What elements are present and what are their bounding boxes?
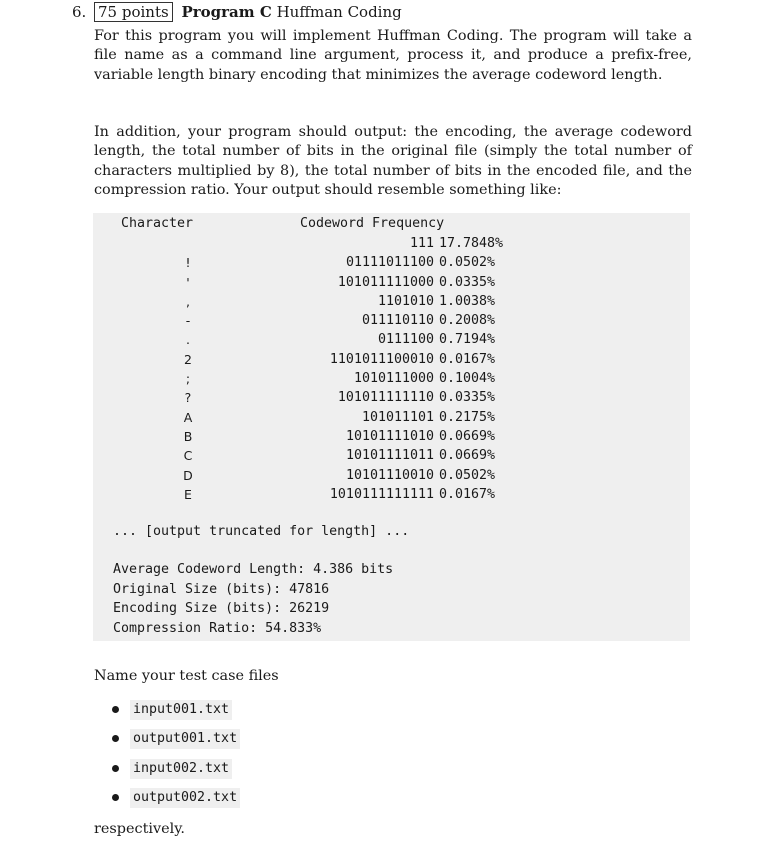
row-frequency: 0.0669% [439,428,496,444]
table-row [93,388,690,407]
table-row [93,311,690,330]
row-character: ' [186,274,190,290]
truncated-note: ... [output truncated for length] ... [113,524,410,539]
row-codeword: 1101010 [377,293,434,309]
problem-title: Huffman Coding [276,3,402,21]
sample-output-block [93,213,690,641]
stat-compression-ratio: Compression Ratio: 54.833% [113,620,322,636]
stat-original-size: Original Size (bits): 47816 [113,581,330,597]
test-file-name: input002.txt [130,759,232,779]
test-file-name: input001.txt [130,700,232,720]
bullet-icon [112,765,119,772]
row-codeword: 1010111000 [353,371,434,387]
table-row [93,408,690,427]
row-frequency: 0.0167% [439,486,496,502]
row-frequency: 1.0038% [439,293,496,309]
table-row [93,273,690,292]
row-frequency: 0.2008% [439,313,496,329]
test-file-name: output002.txt [130,788,240,808]
row-character: ? [184,390,192,406]
stat-average-codeword-length: Average Codeword Length: 4.386 bits [113,562,394,577]
bullet-icon [112,706,119,713]
row-codeword: 101011111110 [337,390,434,406]
row-character: D [183,467,193,483]
bullet-icon [112,794,119,801]
table-row [93,466,690,485]
problem-number: 6. [72,3,87,21]
closing-text: respectively. [94,821,185,837]
row-codeword: 111 [409,236,434,251]
table-row [93,253,690,272]
row-codeword: 101011101 [361,409,434,425]
row-character: ; [185,371,191,387]
table-row [93,234,690,253]
table-row [93,330,690,349]
row-character: , [186,293,190,309]
row-codeword: 10101110010 [345,467,434,483]
row-codeword: 1101011100010 [329,351,434,367]
table-row [93,350,690,369]
encoding-table [93,234,690,504]
character-column-header: Character [121,216,194,231]
row-codeword: 011110110 [361,313,434,329]
row-frequency: 0.7194% [439,332,496,348]
program-label: Program C [181,3,272,21]
table-row [93,292,690,311]
table-row [93,446,690,465]
points-badge: 75 points [94,2,173,22]
row-character: B [183,428,193,444]
row-character: - [185,313,191,329]
row-character: A [183,409,193,425]
summary-stats [113,560,393,638]
row-character: E [184,486,192,502]
row-codeword: 1010111111111 [329,486,434,502]
row-codeword: 101011111000 [337,274,434,290]
test-file-name: output001.txt [130,729,240,749]
row-codeword: 10101111010 [345,428,434,444]
stat-encoding-size: Encoding Size (bits): 26219 [113,601,330,616]
table-row [93,427,690,446]
row-frequency: 0.0502% [439,255,496,271]
row-frequency: 0.1004% [439,371,496,387]
table-row [93,369,690,388]
row-frequency: 0.0335% [439,274,496,290]
row-frequency: 0.0335% [439,390,496,406]
row-frequency: 0.0669% [439,448,496,464]
row-codeword: 0111100 [377,332,434,348]
table-row [93,485,690,504]
intro-paragraph: For this program you will implement Huffman Coding. The program will take a file name as a command line argument, process it, and produce a prefix-free, variable length binary encoding that minimizes the average codeword length. [94,28,692,83]
row-frequency: 0.0502% [439,467,496,483]
row-codeword: 10101111011 [345,448,434,464]
codeword-frequency-column-header: Codeword Frequency [300,216,445,231]
row-character: . [186,332,190,348]
row-character: C [183,448,193,464]
row-character: 2 [184,351,192,367]
output-requirements-paragraph: In addition, your program should output: the encoding, the average codeword length, the total number of bits in the original file (simply the total number of characters multiplied by 8), the total number of bits in the encoded file, and the compression ratio. Your output should resemble something like: [94,124,692,198]
test-files-intro: Name your test case files [94,668,279,684]
row-frequency: 17.7848% [439,236,504,251]
problem-header [72,2,402,22]
row-codeword: 01111011100 [345,255,434,271]
row-frequency: 0.2175% [439,409,496,425]
bullet-icon [112,735,119,742]
row-character: ! [185,255,191,271]
row-frequency: 0.0167% [439,351,496,367]
